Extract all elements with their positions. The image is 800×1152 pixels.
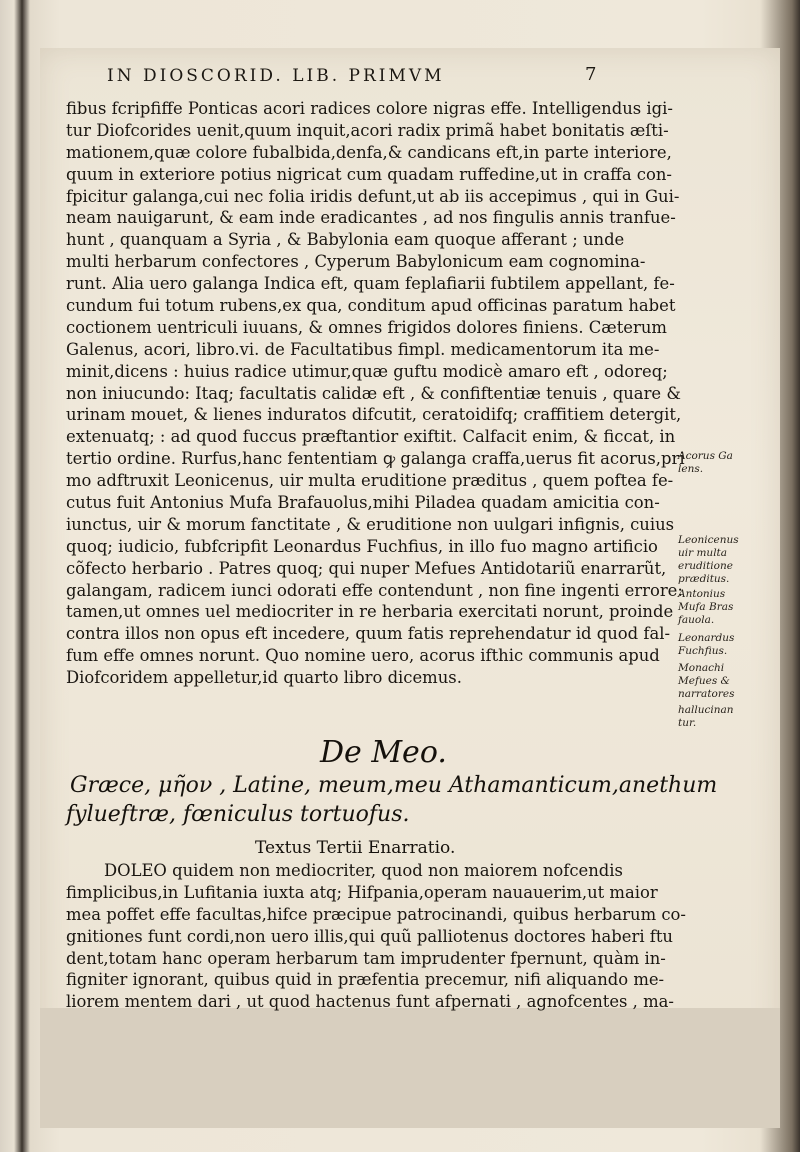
text-line: dent,totam hanc operam herbarum tam imprudenter fpernunt, quàm in- (66, 948, 666, 968)
text-line: Galenus, acori, libro.vi. de Facultatibus fimpl. medicamentorum ita me- (66, 339, 660, 359)
text-line: coctionem uentriculi iuuans, & omnes frigidos dolores finiens. Cæterum (66, 317, 667, 337)
text-line: mea poffet effe facultas,hifce præcipue patrocinandi, quibus herbarum co- (66, 904, 686, 924)
margin-note: Leonicenus (678, 534, 739, 546)
text-line: fibus fcripfiffe Ponticas acori radices colore nigras effe. Intelligendus igi- (66, 99, 673, 118)
margin-note: Monachi (678, 662, 725, 674)
text-line: quum in exteriore potius nigricat cum quadam ruffedine,ut in craffa con- (66, 164, 672, 184)
margin-note: Mefues & (678, 675, 730, 687)
text-line: tamen,ut omnes uel mediocriter in re herbaria exercitati norunt, proinde (66, 602, 674, 622)
text-line: Diofcoridem appelletur,id quarto libro dicemus. (66, 668, 462, 688)
text-line: cõfecto herbario . Patres quoq; qui nuper Mefues Antidotariũ enarrarũt, (66, 558, 667, 578)
text-line: mo adftruxit Leonicenus, uir multa eruditione præditus , quem poftea fe- (66, 471, 674, 491)
text-line: figniter ignorant, quibus quid in præfentia precemur, nifi aliquando me- (66, 970, 665, 990)
section-synonyms-line: Græce, μῆον , Latine, meum,meu Athamanticum,anethum (70, 773, 718, 798)
margin-note: Acorus Ga (678, 450, 733, 462)
text-line: fpicitur galanga,cui nec folia iridis defunt,ut ab iis accepimus , qui in Gui- (66, 186, 680, 206)
text-line: hunt , quanquam a Syria , & Babylonia eam quoque afferant ; unde (66, 230, 625, 250)
text-line: runt. Alia uero galanga Indica eft, quam feplafiarii fubtilem appellant, fe- (66, 274, 675, 294)
text-line: quoq; iudicio, fubfcripfit Leonardus Fuchfius, in illo fuo magno artificio (66, 536, 658, 556)
text-line: extenuatq; : ad quod fuccus præftantior exiftit. Calfacit enim, & ficcat, in (66, 427, 676, 447)
running-head (65, 62, 665, 92)
section-text-block (66, 860, 716, 1013)
section-title: De Meo. (320, 735, 447, 770)
text-line: galangam, radicem iunci odorati effe contendunt , non fine ingenti errore: (66, 580, 683, 600)
text-line: DOLEO quidem non mediocriter, quod non maiorem nofcendis (104, 861, 623, 880)
section-synonyms-continuation: fylueftræ, fœniculus tortuofus. (66, 802, 410, 827)
text-line: liorem mentem dari , ut quod hactenus funt afpernati , agnofcentes , ma- (66, 992, 674, 1012)
margin-note: uir multa (678, 547, 728, 559)
margin-note: hallucinan (678, 704, 734, 716)
text-line: tur Diofcorides uenit,quum inquit,acori radix primã habet bonitatis æſti- (66, 120, 669, 140)
text-line: non iniucundo: Itaq; facultatis calidæ eft , & confiftentiæ tenuis , quare & (66, 383, 681, 403)
text-line: urinam mouet, & lienes induratos difcutit, ceratoidifq; craffitiem detergit, (66, 405, 682, 425)
margin-note: Mufa Bras (678, 601, 734, 613)
text-line: cundum fui totum rubens,ex qua, conditum apud officinas paratum habet (66, 296, 676, 316)
page-lower-margin (40, 1008, 780, 1128)
text-line: cutus fuit Antonius Mufa Brafauolus,mihi Piladea quadam amicitia con- (66, 493, 660, 513)
margin-note: lens. (678, 463, 704, 475)
running-title: IN DIOSCORID. LIB. PRIMVM (107, 66, 445, 86)
text-line: fimplicibus,in Lufitania iuxta atq; Hifpania,operam nauauerim,ut maior (66, 882, 658, 902)
text-line: contra illos non opus eft incedere, quum fatis reprehendatur id quod fal- (66, 624, 670, 644)
margin-note: Leonardus (678, 632, 735, 644)
text-line: fum effe omnes norunt. Quo nomine uero, acorus ifthic communis apud (66, 646, 660, 666)
text-line: gnitiones funt cordi,non uero illis,qui quũ palliotenus doctores haberi ftu (66, 926, 673, 946)
page-number: 7 (585, 64, 600, 85)
text-line: tertio ordine. Rurfus,hanc fententiam ꝙ galanga craffa,uerus fit acorus,pri (66, 449, 685, 469)
main-text-block (66, 98, 716, 689)
text-line: neam nauigarunt, & eam inde eradicantes , ad nos fingulis annis tranfue- (66, 208, 676, 228)
text-line: mationem,quæ colore fubalbida,denfa,& candicans eft,in parte interiore, (66, 142, 672, 162)
margin-note: fauola. (678, 614, 715, 626)
margin-note: tur. (678, 717, 697, 729)
margin-note: Antonius (678, 588, 726, 600)
margin-note: præditus. (678, 573, 730, 585)
text-line: multi herbarum confectores , Cyperum Babylonicum eam cognomina- (66, 252, 646, 272)
section-subheading: Textus Tertii Enarratio. (255, 838, 456, 858)
margin-note: Fuchfius. (678, 645, 728, 657)
margin-note: narratores (678, 688, 735, 700)
margin-note: eruditione (678, 560, 733, 572)
text-line: iunctus, uir & morum fanctitate , & eruditione non uulgari infignis, cuius (66, 514, 675, 534)
text-line: minit,dicens : huius radice utimur,quæ guftu modicè amaro eft , odoreq; (66, 361, 668, 381)
